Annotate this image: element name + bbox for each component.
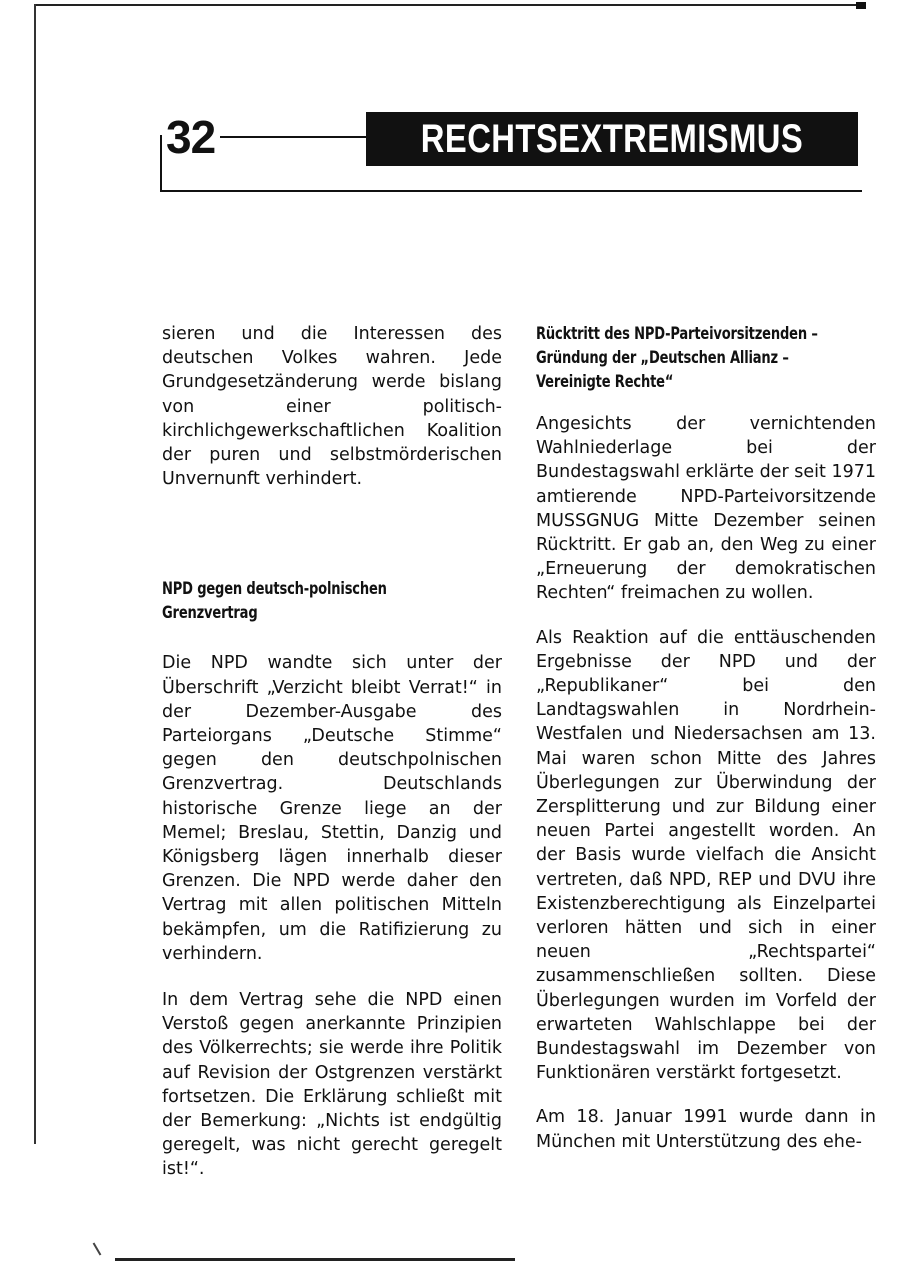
left-paragraph-1: sieren und die Interessen des deutschen Volkes wahren. Jede Grundgesetzänderung werde bislang von einer politisch-kirchlichgewerkschaftlichen Koalition der puren und selbstmörderischen Unvernunft verhindert. (162, 324, 502, 490)
left-column (162, 322, 502, 1182)
page-number: 32 (166, 111, 216, 163)
spacer (536, 606, 876, 626)
right-heading-1: Rücktritt des NPD-Parteivorsitzenden – Gründung der „Deutschen Allianz – Vereinigte Rechte“ (536, 324, 818, 391)
right-paragraph-2: Als Reaktion auf die enttäuschenden Ergebnisse der NPD und der „Republikaner“ bei den Landtagswahlen in Nordrhein-Westfalen und Niedersachsen am 13. Mai waren schon Mitte des Jahres Überlegungen zur Überwindung der Zersplitterung und zur Bildung einer neuen Partei angestellt worden. An der Basis wurde vielfach die Ansicht vertreten, daß NPD, REP und DVU ihre Existenzberechtigung als Einzelpartei verloren hätten und sich in einer neuen „Rechtspartei“ zusammenschließen sollten. Diese Überlegungen wurden im Vorfeld der erwarteten Wahlschlappe bei der Bundestagswahl im Dezember von Funktionären verstärkt fortgesetzt. (536, 627, 876, 1084)
right-paragraph-3: Am 18. Januar 1991 wurde dann in München mit Unterstützung des ehe- (536, 1107, 876, 1152)
scan-bottom-tick (93, 1242, 102, 1255)
spacer (536, 1085, 876, 1105)
scan-bottom-border (115, 1258, 515, 1261)
left-heading-1: NPD gegen deutsch-polnischen Grenzvertrag (162, 579, 387, 623)
left-paragraph-2: Die NPD wandte sich unter der Überschrift „Verzicht bleibt Verrat!“ in der Dezember-Ausgabe des Parteiorgans „Deutsche Stimme“ gegen den deutschpolnischen Grenzvertrag. Deutschlands historische Grenze liege an der Memel; Breslau, Stettin, Danzig und Königsberg lägen innerhalb dieser Grenzen. Die NPD werde daher den Vertrag mit allen politischen Mitteln bekämpfen, um die Ratifizierung zu verhindern. (162, 653, 502, 964)
spacer (162, 491, 502, 577)
scan-corner-mark (856, 2, 866, 9)
left-paragraph-3: In dem Vertrag sehe die NPD einen Verstoß gegen anerkannte Prinzipien des Völkerrechts; sie werde ihre Politik auf Revision der Ostgrenzen verstärkt fortsetzen. Die Erklärung schließt mit der Bemerkung: „Nichts ist endgültig geregelt, was nicht gerecht geregelt ist!“. (162, 990, 502, 1180)
scan-top-border (34, 4, 862, 6)
right-column (536, 322, 876, 1154)
header-rule (220, 136, 368, 138)
spacer (162, 625, 502, 651)
scan-left-border (34, 4, 36, 1144)
right-paragraph-1: Angesichts der vernichtenden Wahlniederlage bei der Bundestagswahl erklärte der seit 1971 amtierende NPD-Parteivorsitzende MUSSGNUG Mitte Dezember seinen Rücktritt. Er gab an, den Weg zu einer „Erneuerung der demokratischen Rechten“ freimachen zu wollen. (536, 414, 876, 604)
spacer (536, 394, 876, 412)
section-title-banner: RECHTSEXTREMISMUS (366, 112, 858, 166)
spacer (162, 966, 502, 988)
